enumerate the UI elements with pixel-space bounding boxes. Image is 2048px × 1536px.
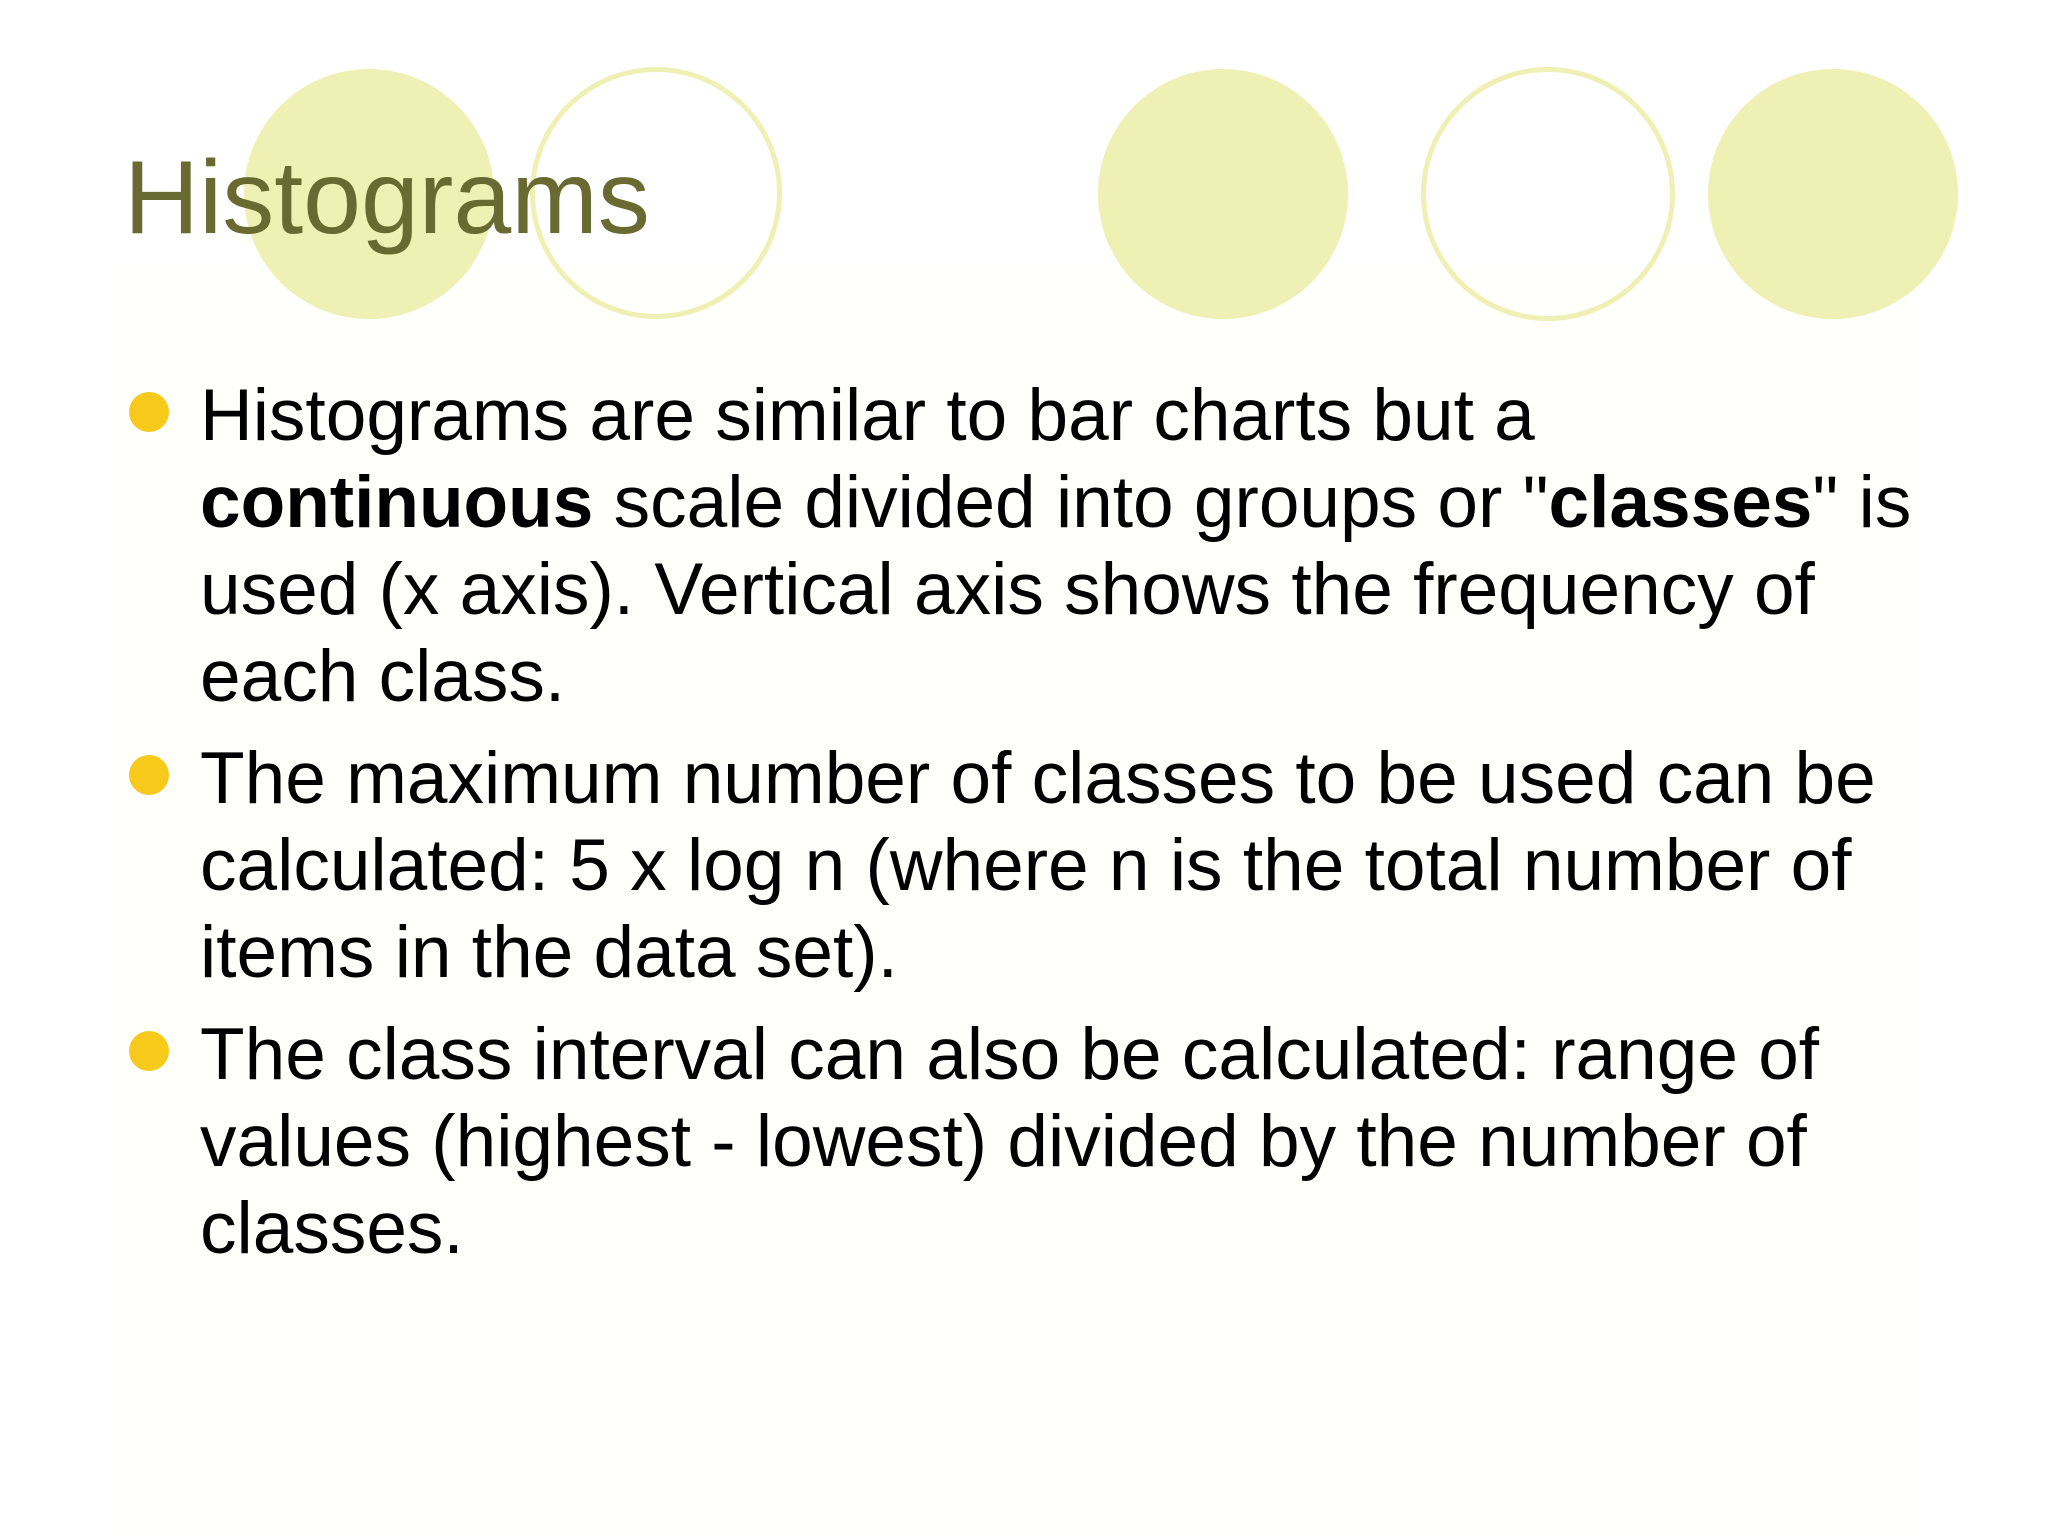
- decor-circle-outline: [1421, 67, 1675, 321]
- bullet-text: The class interval can also be calculated: range of values (highest - lowest) divided by the number of classes.: [200, 1014, 1820, 1269]
- bullet-item: [200, 372, 1940, 720]
- slide-title: Histograms: [124, 140, 650, 256]
- decor-circle-filled: [1098, 69, 1348, 319]
- bullet-dot-icon: [129, 392, 169, 432]
- bullet-text: Histograms are similar to bar charts but a: [200, 375, 1535, 456]
- bullet-item: [200, 735, 1940, 996]
- bullet-list: [200, 372, 1940, 1272]
- decor-circle-filled: [1708, 69, 1958, 319]
- bold-term: continuous: [200, 462, 594, 543]
- bullet-text: The maximum number of classes to be used can be calculated: 5 x log n (where n is the total number of items in the data set).: [200, 738, 1876, 993]
- bullet-text: scale divided into groups or ": [593, 462, 1549, 543]
- bullet-dot-icon: [129, 755, 169, 795]
- bullet-text: " is used (x axis). Vertical axis shows the frequency of each class.: [200, 462, 1912, 717]
- bullet-dot-icon: [129, 1031, 169, 1071]
- bullet-item: [200, 1011, 1940, 1272]
- bold-term: classes: [1548, 462, 1813, 543]
